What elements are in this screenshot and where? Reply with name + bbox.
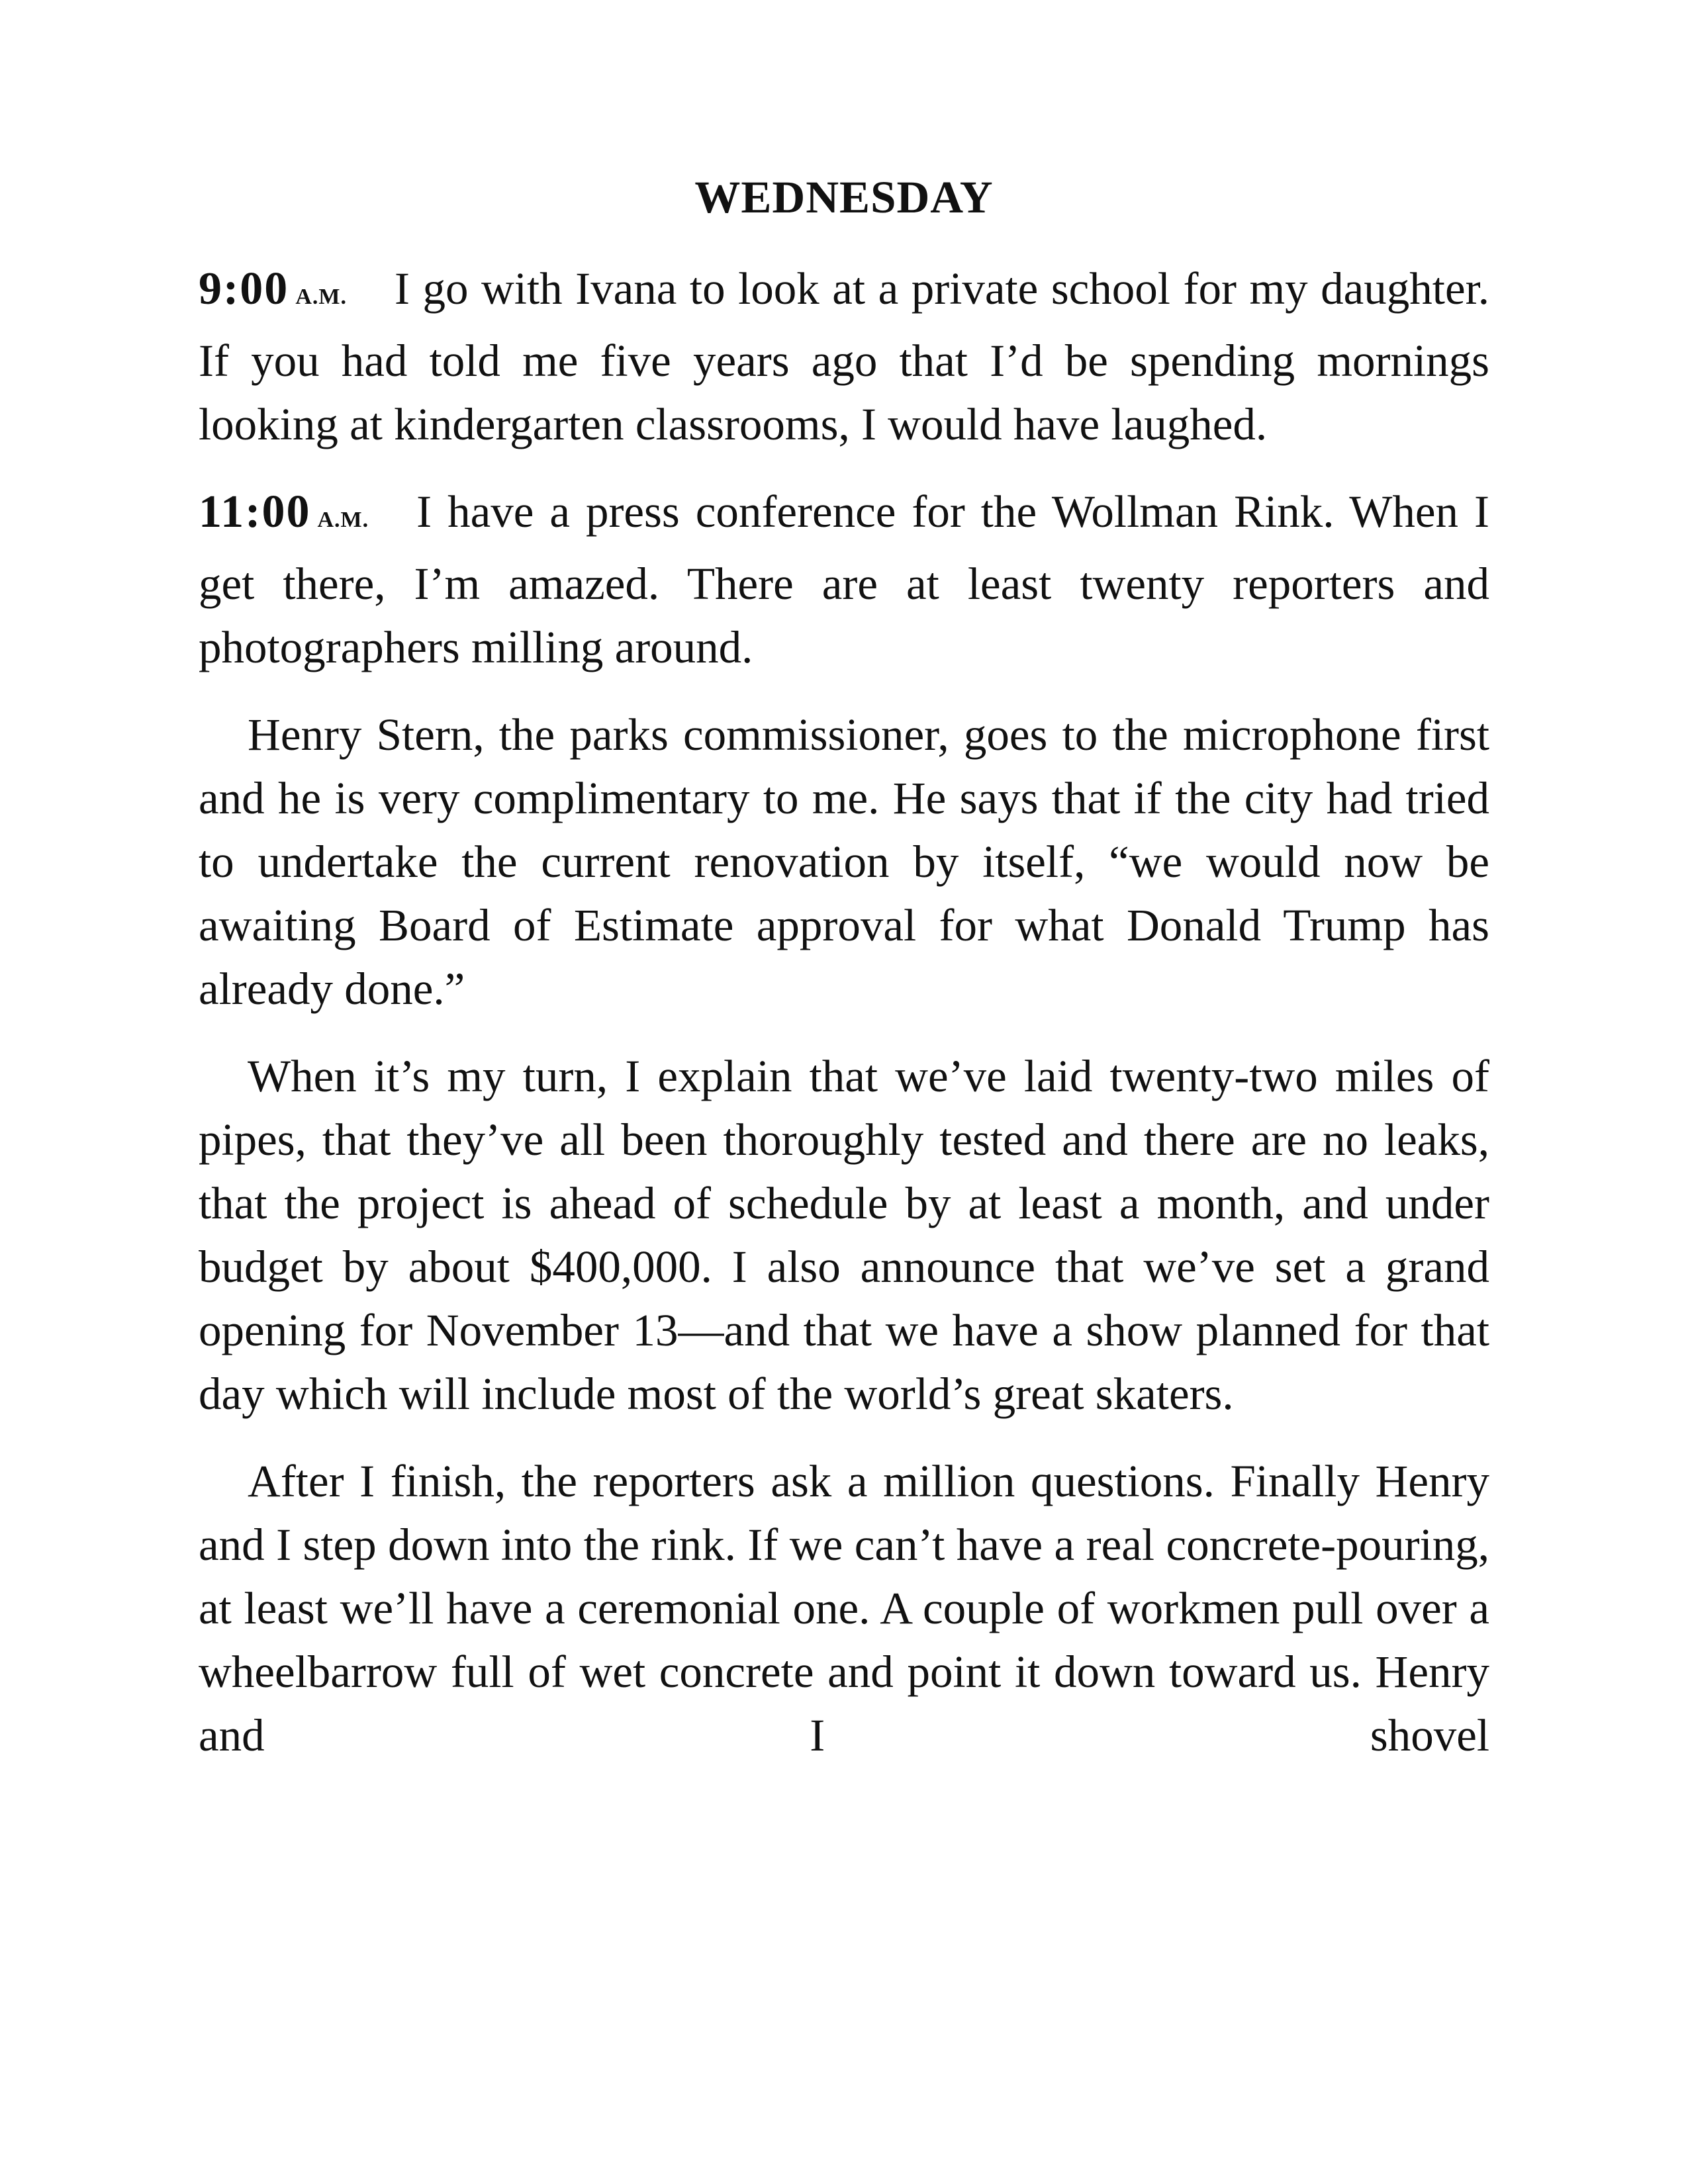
paragraph-my-turn: When it’s my turn, I explain that we’ve laid twenty-two miles of pipes, that they’ve all been thoroughly tested and there are no leaks, that the project is ahead of schedule by at least a month, and under budget by about $400,000. I also announce that we’ve set a grand opening for November 13—and that we have a show planned for that day which will include most of the world’s great skaters.	[199, 1051, 1489, 1419]
document-page	[199, 165, 1489, 1767]
paragraph-after-finish: After I finish, the reporters ask a million questions. Finally Henry and I step down into the rink. If we can’t have a real concrete-pouring, at least we’ll have a ceremonial one. A couple of workmen pull over a wheelbarrow full of wet concrete and point it down toward us. Henry and I shovel	[199, 1456, 1489, 1760]
entry-time: 11:00	[199, 486, 311, 537]
paragraph-henry-stern: Henry Stern, the parks commissioner, goes to the microphone first and he is very complimentary to me. He says that if the city had tried to undertake the current renovation by itself, “we would now be awaiting Board of Estimate approval for what Donald Trump has already done.”	[199, 709, 1489, 1014]
day-heading: WEDNESDAY	[694, 172, 994, 222]
entry-text: I have a press conference for the Wollman Rink. When I get there, I’m amazed. There are at least twenty reporters and photographers milling around.	[199, 486, 1489, 672]
entry-time: 9:00	[199, 263, 289, 314]
entry-ampm: A.M.	[317, 508, 369, 532]
entry-9am	[199, 257, 1489, 456]
entry-ampm: A.M.	[295, 285, 347, 309]
entry-text: I go with Ivana to look at a private school for my daughter. If you had told me five years ago that I’d be spending mornings looking at kindergarten classrooms, I would have laughed.	[199, 263, 1489, 449]
entry-11am	[199, 480, 1489, 679]
